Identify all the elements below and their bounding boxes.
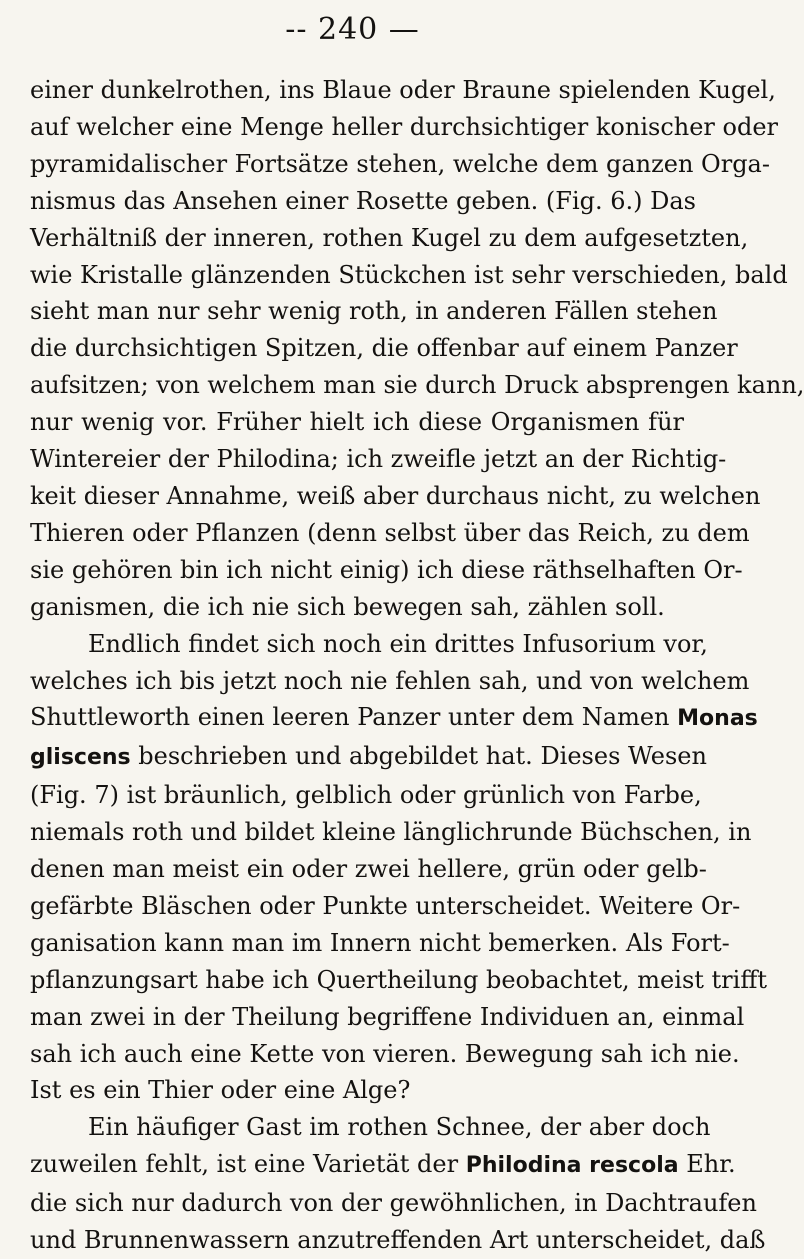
text-line: pyramidalischer Fortsätze stehen, welche dem ganzen Orga-	[30, 149, 770, 178]
text-line: die sich nur dadurch von der gewöhnlichen, in Dachtraufen	[30, 1189, 757, 1218]
text-line: ganisation kann man im Innern nicht bemerken. Als Fort-	[30, 928, 730, 957]
text-line: Endlich findet sich noch ein drittes Infusorium vor,	[88, 629, 708, 658]
text-line: niemals roth und bildet kleine länglichrunde Büchschen, in	[30, 818, 752, 847]
text-line: denen man meist ein oder zwei hellere, grün oder gelb-	[30, 855, 707, 884]
text-line: die durchsichtigen Spitzen, die offenbar auf einem Panzer	[30, 334, 738, 363]
taxon-name: Monas	[677, 706, 758, 732]
text-line: gefärbte Bläschen oder Punkte unterscheidet. Weitere Or-	[30, 891, 741, 920]
text-line: auf welcher eine Menge heller durchsichtiger konischer oder	[30, 112, 779, 141]
body-text	[30, 72, 804, 1259]
text-segment: zuweilen fehlt, ist eine Varietät der	[30, 1150, 466, 1179]
text-line: sieht man nur sehr wenig roth, in anderen Fällen stehen	[30, 297, 718, 326]
text-line: sie gehören bin ich nicht einig) ich diese räthselhaften Or-	[30, 555, 743, 584]
text-segment: Ehr.	[678, 1150, 736, 1179]
text-line: Thieren oder Pflanzen (denn selbst über das Reich, zu dem	[30, 518, 750, 547]
text-line: sah ich auch eine Kette von vieren. Bewegung sah ich nie.	[30, 1039, 740, 1068]
text-line: wie Kristalle glänzenden Stückchen ist sehr verschieden, bald	[30, 260, 788, 289]
text-line: nur wenig vor. Früher hielt ich diese Organismen für	[30, 408, 684, 437]
text-line: nismus das Ansehen einer Rosette geben. (Fig. 6.) Das	[30, 186, 696, 215]
text-line: Verhältniß der inneren, rothen Kugel zu dem aufgesetzten,	[30, 223, 749, 252]
text-line: pflanzungsart habe ich Quertheilung beobachtet, meist trifft	[30, 965, 768, 994]
text-line: ganismen, die ich nie sich bewegen sah, zählen soll.	[30, 592, 665, 621]
taxon-name: Philodina rescola	[465, 1153, 679, 1179]
text-line: Wintereier der Philodina; ich zweifle jetzt an der Richtig-	[30, 445, 727, 474]
text-line	[30, 738, 707, 777]
taxon-name: gliscens	[30, 745, 131, 771]
text-line: und Brunnenwassern anzutreffenden Art unterscheidet, daß	[30, 1226, 766, 1255]
page-number-header: -- 240 —	[285, 12, 420, 47]
text-line: welches ich bis jetzt noch nie fehlen sah, und von welchem	[30, 666, 750, 695]
text-segment: beschrieben und abgebildet hat. Dieses Wesen	[130, 742, 707, 771]
text-line	[30, 1146, 736, 1185]
text-line: keit dieser Annahme, weiß aber durchaus nicht, zu welchen	[30, 481, 761, 510]
text-line: Ein häufiger Gast im rothen Schnee, der aber doch	[88, 1113, 711, 1142]
text-line: Ist es ein Thier oder eine Alge?	[30, 1076, 411, 1105]
text-line: (Fig. 7) ist bräunlich, gelblich oder grünlich von Farbe,	[30, 781, 702, 810]
text-line: aufsitzen; von welchem man sie durch Druck absprengen kann,	[30, 371, 804, 400]
text-line	[30, 699, 758, 738]
text-line: einer dunkelrothen, ins Blaue oder Braune spielenden Kugel,	[30, 76, 776, 104]
text-segment: Shuttleworth einen leeren Panzer unter dem Namen	[30, 703, 678, 732]
text-line: man zwei in der Theilung begriffene Individuen an, einmal	[30, 1002, 745, 1031]
